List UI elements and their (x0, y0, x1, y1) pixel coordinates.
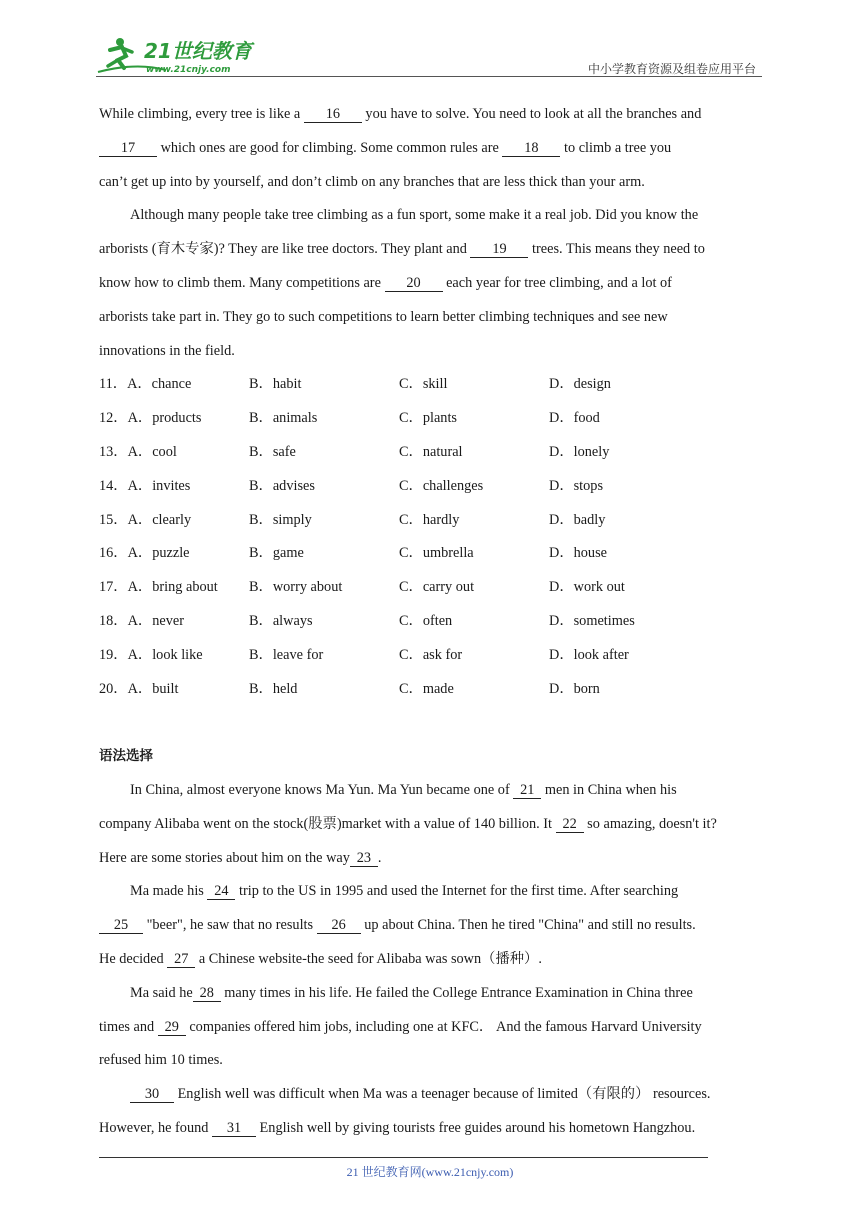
option-b[interactable]: B．worry about (249, 579, 343, 596)
text: many times in his life. He failed the College Entrance Examination in China three (220, 984, 693, 1001)
option-d[interactable]: D．stops (549, 477, 604, 494)
passage-line (99, 132, 765, 166)
platform-name: 中小学教育资源及组卷应用平台 (587, 62, 756, 76)
blank-19: 19 (470, 241, 528, 258)
option-c[interactable]: C．umbrella (399, 545, 474, 562)
document-body (99, 98, 765, 1146)
text: you have to solve. You need to look at all the branches and (361, 106, 702, 122)
blank-28: 28 (193, 985, 221, 1002)
passage-line (99, 233, 765, 267)
text: times and (99, 1018, 158, 1035)
option-a[interactable]: 18．A．never (99, 612, 184, 629)
passage-line (99, 98, 765, 132)
text: Ma said he (130, 984, 193, 1001)
text: company Alibaba went on the stock(股票)market with a value of 140 billion. It (99, 815, 556, 832)
option-b[interactable]: B．simply (249, 511, 312, 528)
passage-line (99, 943, 765, 977)
option-a[interactable]: 13．A．cool (99, 443, 177, 460)
option-row-19 (99, 639, 765, 673)
text: He decided (99, 950, 168, 967)
option-c[interactable]: C．natural (399, 443, 463, 460)
text: arborists (育木专家)? They are like tree doctors. They plant and (99, 241, 471, 258)
passage-line: arborists take part in. They go to such competitions to learn better climbing techniques and see new (99, 308, 668, 325)
blank-24: 24 (207, 883, 235, 900)
option-row-12 (99, 402, 765, 436)
text: which ones are good for climbing. Some common rules are (157, 139, 503, 156)
option-b[interactable]: B．leave for (249, 646, 324, 663)
passage-line (99, 842, 765, 876)
option-c[interactable]: C．skill (399, 376, 448, 393)
text: companies offered him jobs, including one at KFC． And the famous Harvard University (185, 1018, 702, 1035)
text: know how to climb them. Many competitions are (99, 274, 385, 291)
option-d[interactable]: D．sometimes (549, 612, 635, 629)
passage-line (99, 267, 765, 301)
passage-line (99, 875, 765, 909)
svg-text:21世纪教育: 21世纪教育 (144, 39, 252, 63)
option-d[interactable]: D．look after (549, 646, 629, 663)
option-b[interactable]: B．habit (249, 376, 302, 393)
blank-16: 16 (304, 106, 362, 123)
option-row-18 (99, 605, 765, 639)
passage-line: Although many people take tree climbing as a fun sport, some make it a real job. Did you know the (130, 207, 699, 224)
option-a[interactable]: 16．A．puzzle (99, 545, 190, 562)
text: In China, almost everyone knows Ma Yun. Ma Yun became one of (130, 781, 514, 798)
text: trip to the US in 1995 and used the Internet for the first time. After searching (235, 883, 679, 900)
text: English well by giving tourists free guides around his hometown Hangzhou. (255, 1119, 696, 1136)
blank-17: 17 (99, 140, 157, 157)
option-b[interactable]: B．advises (249, 477, 315, 494)
blank-30: 30 (130, 1086, 174, 1103)
option-b[interactable]: B．animals (249, 410, 318, 427)
blank-18: 18 (502, 140, 560, 157)
option-b[interactable]: B．held (249, 680, 298, 697)
option-a[interactable]: 12．A．products (99, 410, 202, 427)
option-d[interactable]: D．born (549, 680, 600, 697)
text: Ma made his (130, 883, 208, 900)
option-row-13 (99, 436, 765, 470)
option-d[interactable]: D．food (549, 410, 600, 427)
option-b[interactable]: B．safe (249, 443, 296, 460)
text: men in China when his (541, 781, 677, 798)
text: each year for tree climbing, and a lot of (442, 274, 672, 291)
passage-line: can’t get up into by yourself, and don’t climb on any branches that are less thick than your arm. (99, 173, 645, 190)
blank-23: 23 (350, 850, 378, 867)
text: so amazing, doesn't it? (583, 815, 717, 832)
passage-line (99, 977, 765, 1011)
blank-26: 26 (317, 917, 361, 934)
option-a[interactable]: 15．A．clearly (99, 511, 192, 528)
text: trees. This means they need to (528, 241, 705, 258)
text: Here are some stories about him on the way (99, 849, 350, 866)
runner-logo-icon (96, 36, 256, 76)
text: "beer", he saw that no results (143, 917, 317, 934)
option-b[interactable]: B．game (249, 545, 304, 562)
text: . (377, 849, 382, 866)
section-title: 语法选择 (99, 748, 153, 765)
svg-text:www.21cnjy.com: www.21cnjy.com (146, 65, 231, 75)
option-c[interactable]: C．hardly (399, 511, 460, 528)
footer-divider (99, 1157, 708, 1158)
option-a[interactable]: 20．A．built (99, 680, 179, 697)
option-c[interactable]: C．plants (399, 410, 457, 427)
option-c[interactable]: C．carry out (399, 579, 475, 596)
option-c[interactable]: C．often (399, 612, 453, 629)
passage-line (99, 1011, 765, 1045)
passage-line: innovations in the field. (99, 342, 235, 359)
passage-line (99, 909, 765, 943)
blank-20: 20 (385, 275, 443, 292)
blank-21: 21 (513, 782, 541, 799)
option-row-17 (99, 571, 765, 605)
text: a Chinese website-the seed for Alibaba was sown（播种）. (195, 950, 542, 967)
option-row-16 (99, 537, 765, 571)
passage-line (99, 774, 765, 808)
page-header (0, 0, 860, 80)
blank-31: 31 (212, 1120, 256, 1137)
option-c[interactable]: C．ask for (399, 646, 463, 663)
passage-line (99, 808, 765, 842)
option-row-14 (99, 470, 765, 504)
text: up about China. Then he tired "China" and still no results. (360, 917, 696, 934)
text: However, he found (99, 1119, 212, 1136)
option-d[interactable]: D．design (549, 376, 611, 393)
text: While climbing, every tree is like a (99, 106, 304, 122)
option-a[interactable]: 11．A．chance (99, 376, 192, 393)
header-divider (96, 76, 762, 77)
option-d[interactable]: D．work out (549, 579, 625, 596)
option-a[interactable]: 19．A．look like (99, 646, 203, 663)
option-d[interactable]: D．lonely (549, 443, 610, 460)
blank-22: 22 (556, 816, 584, 833)
option-b[interactable]: B．always (249, 612, 313, 629)
option-d[interactable]: D．badly (549, 511, 606, 528)
passage-line: refused him 10 times. (99, 1052, 223, 1069)
text: English well was difficult when Ma was a teenager because of limited（有限的） resources. (174, 1086, 711, 1103)
site-logo[interactable] (96, 36, 256, 76)
option-c[interactable]: C．challenges (399, 477, 484, 494)
option-d[interactable]: D．house (549, 545, 607, 562)
blank-29: 29 (158, 1019, 186, 1036)
spacer (99, 706, 765, 740)
option-row-11 (99, 368, 765, 402)
options-list (99, 368, 765, 706)
blank-25: 25 (99, 917, 143, 934)
text: to climb a tree you (560, 139, 672, 156)
blank-27: 27 (167, 951, 195, 968)
option-a[interactable]: 17．A．bring about (99, 579, 218, 596)
option-c[interactable]: C．made (399, 680, 454, 697)
footer-link[interactable]: 21 世纪教育网(www.21cnjy.com) (346, 1165, 514, 1179)
passage-line (99, 1078, 765, 1112)
option-a[interactable]: 14．A．invites (99, 477, 191, 494)
passage-line (99, 1112, 765, 1146)
option-row-15 (99, 504, 765, 538)
option-row-20 (99, 673, 765, 707)
